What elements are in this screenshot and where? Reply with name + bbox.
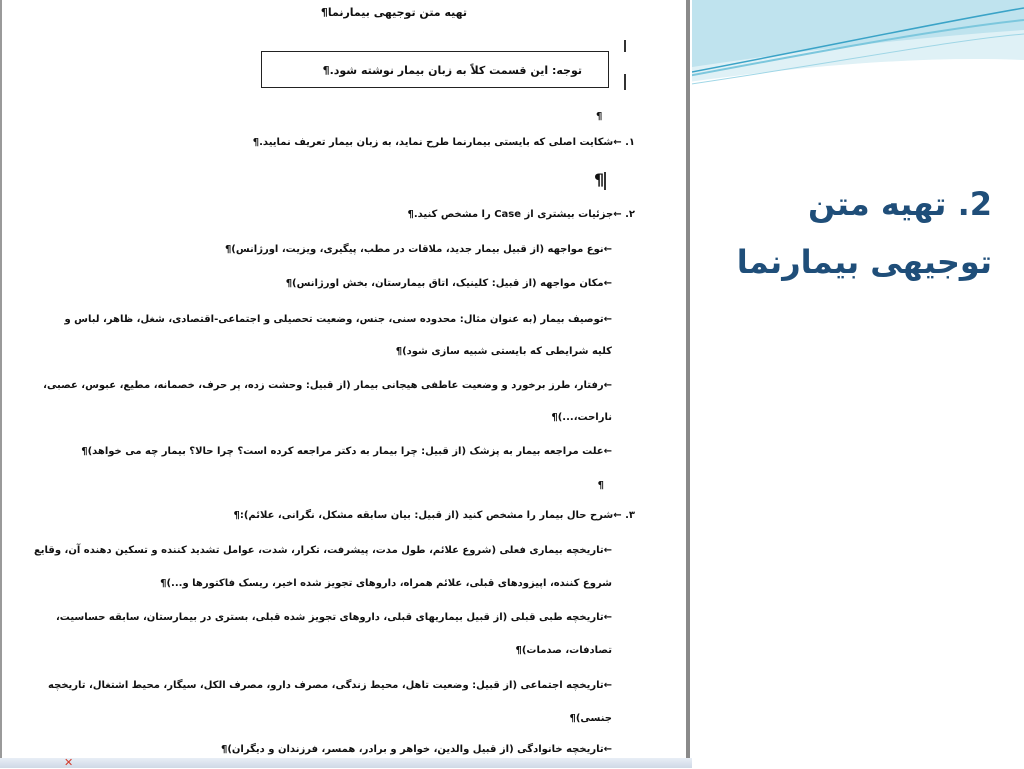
doc-line-8: ناراحت،...)¶	[551, 412, 612, 423]
doc-line-2: ۲. ←جزئیات بیشتری از Case را مشخص کنید.¶	[407, 209, 635, 220]
doc-line-7: ←رفتار، طرز برخورد و وضعیت عاطفی هیجانی بیمار (از قبیل: وحشت زده، پر حرف، خصمانه، مطیع، عبوس، عصبی،	[43, 380, 612, 391]
empty-paragraph-mark: ¶	[596, 111, 603, 122]
doc-line-9: ←علت مراجعه بیمار به پزشک (از قبیل: چرا بیمار به دکتر مراجعه کرده است؟ چرا حالا؟ بیمار چه می خواهد)¶	[81, 446, 612, 457]
large-paragraph-mark: ¶	[594, 170, 605, 189]
document-title: تهیه متن توجیهی بیمارنما¶	[320, 6, 467, 19]
doc-line-16: ←تاریخچه اجتماعی (از قبیل: وضعیت تاهل، محیط زندگی، مصرف دارو، مصرف الکل، سیگار، محیط اشتغال، تاریخچه	[48, 680, 612, 691]
doc-line-12: ←تاریخچه بیماری فعلی (شروع علائم، طول مدت، پیشرفت، تکرار، شدت، عوامل تشدید کننده و تسکین دهنده آن، وقایع	[33, 545, 612, 556]
text-cursor	[604, 172, 606, 190]
doc-line-10: ¶	[597, 480, 604, 491]
margin-marker-top	[624, 40, 626, 52]
page-right-edge	[686, 0, 690, 768]
doc-line-11: ۳. ←شرح حال بیمار را مشخص کنید (از قبیل: بیان سابقه مشکل، نگرانی، علائم):¶	[233, 510, 635, 521]
page-left-edge	[0, 0, 2, 768]
doc-line-18: ←تاریخچه خانوادگی (از قبیل والدین، خواهر و برادر، همسر، فرزندان و دیگران)¶	[220, 744, 612, 755]
margin-marker-bottom	[624, 74, 626, 90]
taskbar-strip	[0, 758, 692, 768]
doc-line-15: تصادفات، صدمات)¶	[515, 645, 612, 656]
slide-title: 2. تهیه متن توجیهی بیمارنما	[736, 185, 992, 281]
doc-line-6: کلیه شرایطی که بایستی شبیه سازی شود)¶	[395, 346, 612, 357]
doc-line-1: ۱. ←شکایت اصلی که بایستی بیمارنما طرح نماید، به زبان بیمار تعریف نمایید.¶	[252, 137, 635, 148]
doc-line-13: شروع کننده، اپیزودهای قبلی، علائم همراه، داروهای تجویز شده اخیر، ریسک فاکتورها و...)¶	[160, 578, 612, 589]
doc-line-14: ←تاریخچه طبی قبلی (از قبیل بیماریهای قبلی، داروهای تجویز شده قبلی، بستری در بیمارستان، سابقه حساسیت،	[55, 612, 612, 623]
doc-line-5: ←توصیف بیمار (به عنوان مثال: محدوده سنی، جنس، وضعیت تحصیلی و اجتماعی-اقتصادی، شغل، ظاهر، لباس و	[64, 314, 612, 325]
close-icon: ✕	[64, 756, 74, 769]
note-text: توجه: این قسمت کلاً به زبان بیمار نوشته شود.¶	[322, 64, 582, 77]
doc-line-3: ←نوع مواجهه (از قبیل بیمار جدید، ملاقات در مطب، پیگیری، ویزیت، اورژانس)¶	[224, 244, 612, 255]
doc-line-17: جنسی)¶	[569, 713, 612, 724]
doc-line-4: ←مکان مواجهه (از قبیل: کلینیک، اتاق بیمارستان، بخش اورژانس)¶	[285, 278, 612, 289]
